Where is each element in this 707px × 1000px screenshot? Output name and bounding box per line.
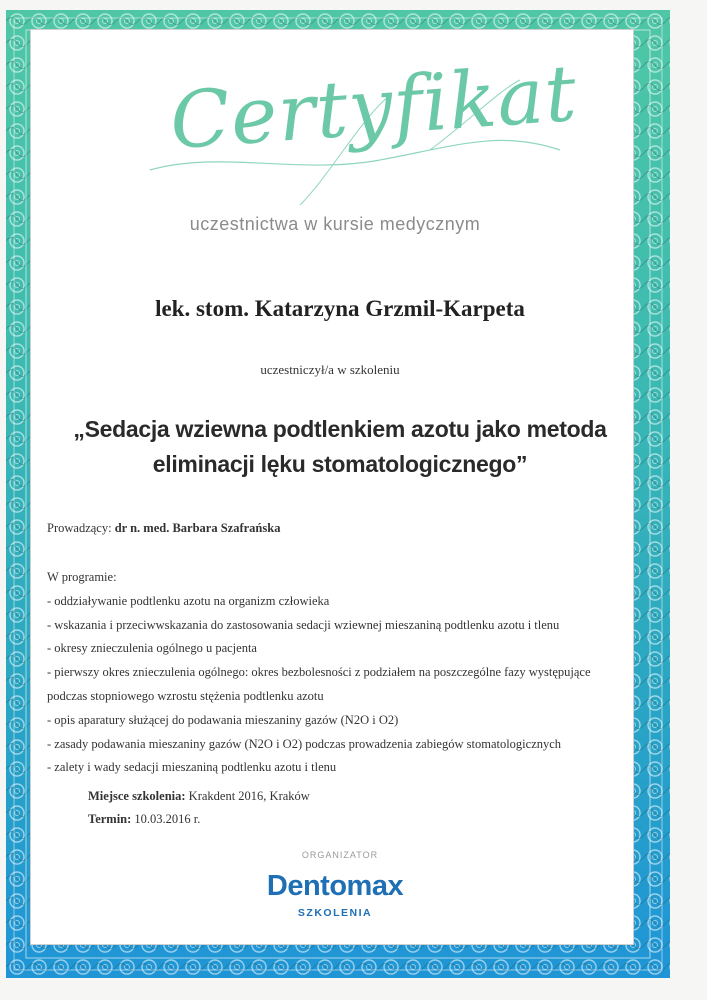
- certificate-subtitle: uczestnictwa w kursie medycznym: [189, 214, 481, 234]
- program-item: - wskazania i przeciwwskazania do zastosowania sedacji wziewnej mieszaniną podtlenku azotu i tlenu: [47, 617, 560, 632]
- program-item: - zasady podawania mieszaniny gazów (N2O i O2) podczas prowadzenia zabiegów stomatologicznych: [47, 736, 562, 751]
- program-item: podczas stopniowego wzrostu stężenia podtlenku azotu: [47, 688, 324, 703]
- participation-text: uczestniczył/a w szkoleniu: [260, 362, 400, 377]
- certificate-title: Certyfikat: [167, 48, 581, 168]
- program-heading: W programie:: [47, 570, 117, 584]
- lecturer-name: dr n. med. Barbara Szafrańska: [114, 521, 281, 535]
- program-item: - okresy znieczulenia ogólnego u pacjenta: [47, 641, 257, 656]
- organizer-label: ORGANIZATOR: [301, 850, 379, 860]
- date-value: 10.03.2016 r.: [134, 812, 201, 826]
- program-item: - pierwszy okres znieczulenia ogólnego: okres bezbolesności z podziałem na poszczególne fazy występujące: [47, 665, 591, 680]
- organizer-logo-subtitle: SZKOLENIA: [297, 907, 373, 919]
- recipient-name: lek. stom. Katarzyna Grzmil-Karpeta: [155, 296, 525, 321]
- place-value: Krakdent 2016, Kraków: [188, 789, 310, 803]
- program-item: - zalety i wady sedacji mieszaniną podtlenku azotu i tlenu: [47, 760, 337, 775]
- course-title-line: „Sedacja wziewna podtlenkiem azotu jako metoda: [73, 416, 607, 442]
- course-title: [40, 412, 640, 482]
- course-title-line: eliminacji lęku stomatologicznego”: [152, 451, 528, 477]
- lecturer-label: Prowadzący:: [47, 521, 112, 535]
- organizer-logo: Dentomax: [266, 870, 404, 902]
- place-label: Miejsce szkolenia:: [88, 789, 186, 803]
- lecturer: [47, 521, 280, 536]
- program-list: [47, 566, 647, 780]
- training-date: [88, 812, 200, 827]
- program-item: - opis aparatury służącej do podawania mieszaniny gazów (N2O i O2): [47, 712, 399, 727]
- program-item: - oddziaływanie podtlenku azotu na organizm człowieka: [47, 593, 330, 608]
- training-place: [88, 789, 310, 804]
- date-label: Termin:: [88, 812, 132, 826]
